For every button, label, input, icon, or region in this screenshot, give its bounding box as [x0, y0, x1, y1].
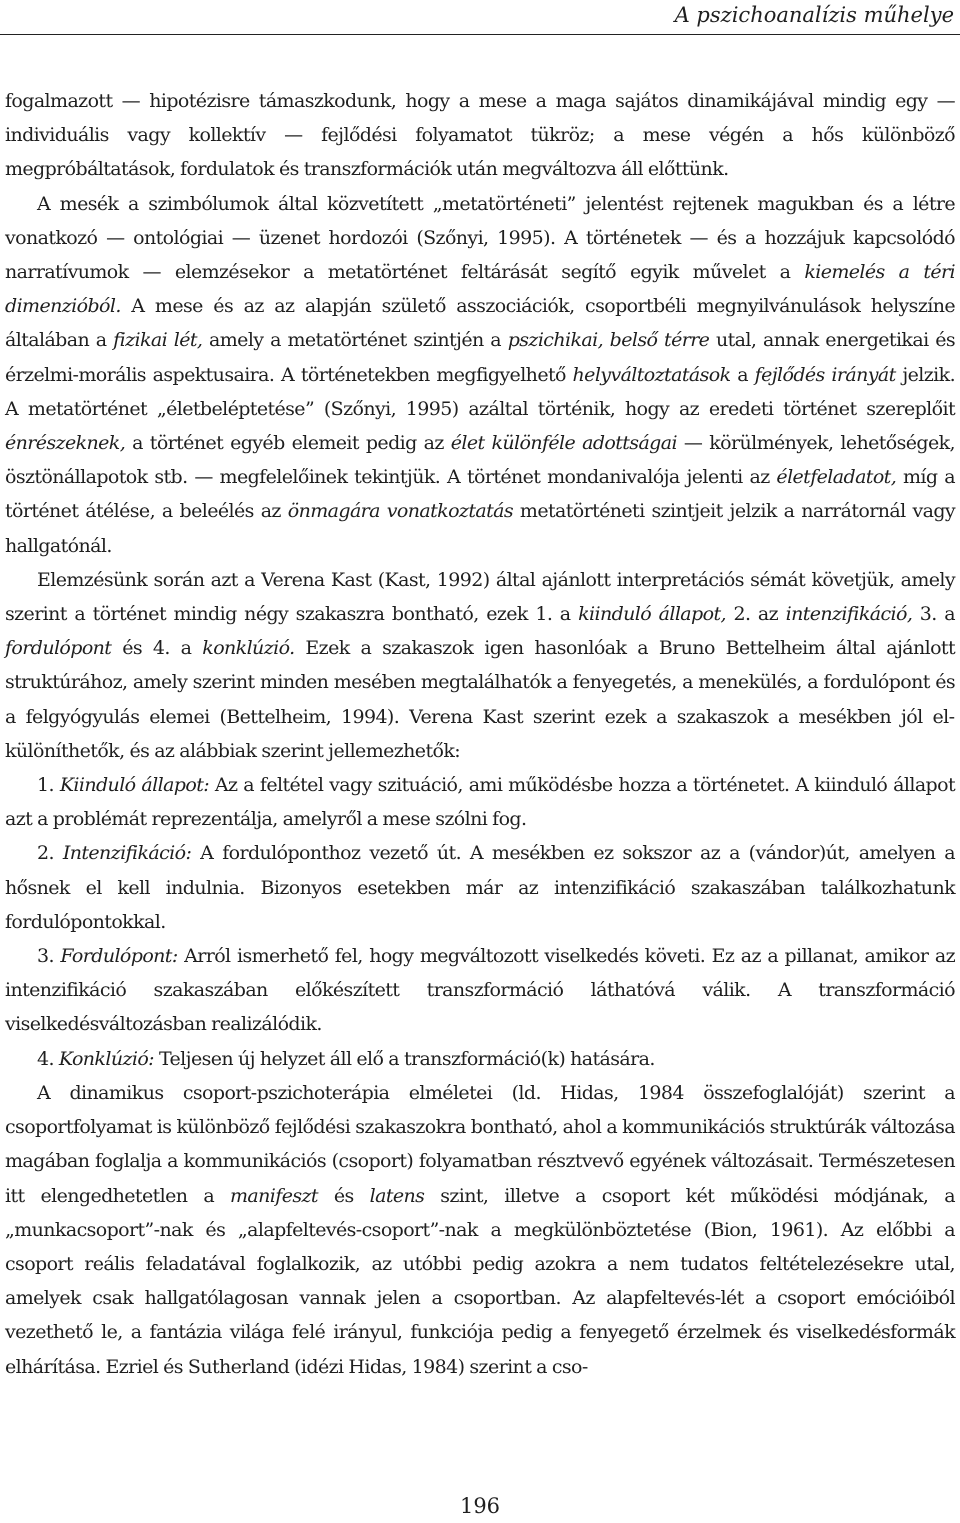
- text-run: amely a metatörténet szintjén a: [202, 329, 508, 352]
- paragraph: [5, 563, 955, 768]
- header-title: A pszichoanalízis műhelye: [674, 3, 954, 27]
- text-run: A mesék a szimbólumok által közvetített „metatörténeti” jelentést rejtenek magukban és a létre vonatkozó — ontológiai — üzenet hordozói (Szőnyi, 1995). A történetek — és a hozzájuk kapcsolódó narratívumok — elemzésekor a metatörténet feltárását segítő egyik művelet a: [5, 192, 955, 284]
- italic-text: Kiinduló állapot:: [59, 774, 210, 797]
- italic-text: kiinduló állapot,: [578, 603, 726, 626]
- text-run: metatörténeti szintjeit jelzik a narrátornál vagy hallgatónál.: [5, 500, 956, 557]
- italic-text: Konklúzió:: [58, 1047, 154, 1070]
- text-run: 1.: [37, 774, 60, 797]
- text-run: 3. a: [912, 603, 955, 626]
- paragraph: [5, 939, 955, 1042]
- text-run: Arról ismerhető fel, hogy megváltozott viselkedés követi. Ez az a pillanat, amikor az intenzifikáció szakaszában előkészített transzformáció láthatóvá válik. A transzformáció viselkedésváltozásban realizálódik.: [5, 945, 955, 1036]
- text-run: Az a feltétel vagy szituáció, ami működésbe hozza a történetet. A kiinduló állapot azt a problémát reprezentálja, amelyről a mese szólni fog.: [5, 774, 955, 831]
- italic-text: élet különféle adottságai: [450, 432, 677, 455]
- text-run: A mese és az az alapján születő asszociációk, csoportbéli megnyilvánulások helyszíne általában a: [5, 295, 955, 352]
- italic-text: helyváltoztatások: [572, 363, 731, 386]
- italic-text: pszichikai, belső térre: [507, 329, 710, 352]
- italic-text: manifeszt: [230, 1184, 318, 1207]
- text-run: és: [317, 1184, 370, 1207]
- paragraph: [5, 1042, 955, 1076]
- italic-text: énrészeknek,: [5, 432, 126, 455]
- text-run: 2. az: [725, 603, 786, 626]
- text-run: a történet egyéb elemeit pedig az: [125, 432, 451, 455]
- text-run: szint, illetve a csoport két működési módjának, a „munkacsoport”-nak és „alapfeltevés-csoport”-nak a megkülönböztetése (Bion, 1961). Az előbbi a csoport reális feladatával foglalkozik, az utóbbi pedig azokra a nem tudatos feltételezésekre utal, amelyek csak hallgatólagosan vannak jelen a csoportban. Az alapfeltevés-lét a csoport emócióiból vezethető le, a fantázia világa felé irányul, funkciója pedig a fenyegető érzelmek és viselkedésformák elhárítása. Ezriel és Sutherland (idézi Hidas, 1984) szerint a cso-: [5, 1184, 955, 1378]
- text-run: 4.: [37, 1047, 59, 1070]
- text-run: és 4. a: [111, 637, 203, 660]
- text-run: utal, annak energetikai és érzelmi-morális aspektusaira. A történetekben megfigyelhető: [5, 329, 956, 386]
- text-run: Ezek a szakaszok igen hasonlóak a Bruno Bettelheim által ajánlott struktúrához, amely szerint minden mesében megtalálhatók a fenyegetés, a menekülés, a fordulópont és a felgyógyulás elemei (Bettelheim, 1994). Verena Kast szerint ezek a szakaszok a mesékben jól elkülöníthetők, és az alábbiak szerint jellemezhetők:: [5, 637, 955, 762]
- italic-text: Intenzifikáció:: [62, 842, 192, 865]
- paragraph: [5, 836, 955, 939]
- text-run: míg a történet átélése, a beleélés az: [5, 466, 955, 523]
- body-text: [5, 84, 955, 1384]
- text-run: 2.: [37, 842, 63, 865]
- text-run: Elemzésünk során azt a Verena Kast (Kast, 1992) által ajánlott interpretációs sémát követjük, amely szerint a történet mindig négy szakaszra bontható, ezek 1. a: [5, 568, 955, 626]
- text-run: — körülmények, lehetőségek, ösztönállapotok stb. — megfelelőinek tekintjük. A történet mondanivalója jelenti az: [5, 432, 955, 489]
- text-run: fogalmazott — hipotézisre támaszkodunk, hogy a mese a maga sajátos dinamikájával mindig egy — individuális vagy kollektív — fejlődési folyamatot tükröz; a mese végén a hős különböző megpróbáltatások, fordulatok és transzformációk után megváltozva áll előttünk.: [5, 90, 955, 181]
- paragraph: [5, 768, 955, 836]
- text-run: Teljesen új helyzet áll elő a transzformáció(k) hatására.: [154, 1047, 655, 1070]
- italic-text: életfeladatot,: [776, 466, 897, 489]
- paragraph: [5, 84, 955, 187]
- text-run: A dinamikus csoport-pszichoterápia elméletei (ld. Hidas, 1984 összefoglalóját) szerint a csoportfolyamat is különböző fejlődési szakaszokra bontható, ahol a kommunikációs struktúrák változása magában foglalja a kommunikációs (csoport) folyamatban résztvevő egyének változásait. Természetesen itt elengedhetetlen a: [5, 1081, 955, 1207]
- italic-text: intenzifikáció,: [785, 603, 913, 626]
- page-number: 196: [459, 1494, 501, 1518]
- italic-text: konklúzió.: [202, 637, 295, 660]
- italic-text: kiemelés a téri dimenzióból.: [5, 261, 955, 318]
- italic-text: önmagára vonatkoztatás: [287, 500, 514, 523]
- italic-text: fizikai lét,: [113, 329, 203, 352]
- text-run: 3.: [37, 945, 61, 968]
- paragraph: [5, 187, 955, 563]
- text-run: A fordulóponthoz vezető út. A mesékben ez sokszor az a (vándor)út, amelyen a hősnek el kell indulnia. Bizonyos esetekben már az intenzifikáció szakaszában találkozhatunk fordulópontokkal.: [5, 842, 955, 933]
- text-run: a: [730, 363, 755, 386]
- italic-text: fejlődés irányát: [754, 363, 896, 386]
- text-run: jelzik. A metatörténet „életbeléptetése” (Szőnyi, 1995) azáltal történik, hogy az eredeti történet szereplőit: [5, 363, 956, 420]
- italic-text: fordulópont: [5, 637, 112, 660]
- italic-text: Fordulópont:: [60, 945, 178, 968]
- paragraph: [5, 1076, 955, 1384]
- running-header: [0, 0, 960, 35]
- italic-text: latens: [369, 1184, 425, 1207]
